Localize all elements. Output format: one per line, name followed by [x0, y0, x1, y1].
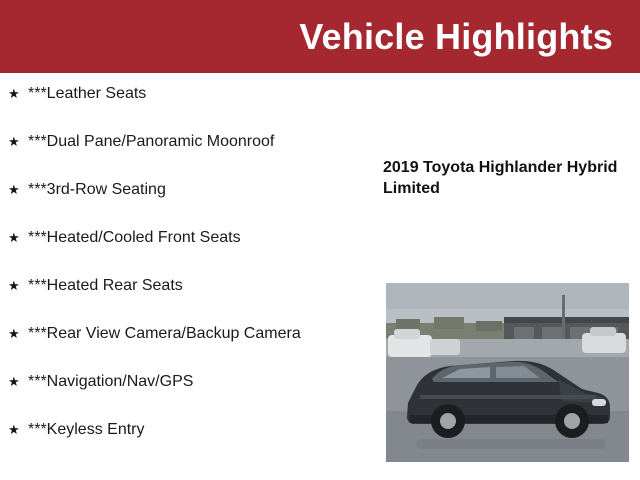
star-icon: ★ [8, 134, 20, 149]
list-item [8, 371, 380, 419]
list-item [8, 131, 380, 179]
list-item-label: ***Heated/Cooled Front Seats [28, 229, 241, 246]
star-icon: ★ [8, 326, 20, 341]
star-icon: ★ [8, 230, 20, 245]
header-banner [0, 0, 640, 73]
vehicle-photo-image [386, 283, 629, 462]
list-item-label: ***Leather Seats [28, 85, 147, 102]
list-item-label: ***Heated Rear Seats [28, 277, 183, 294]
list-item-label: ***Dual Pane/Panoramic Moonroof [28, 133, 275, 150]
list-item [8, 275, 380, 323]
list-item-label: ***3rd-Row Seating [28, 181, 166, 198]
star-icon: ★ [8, 374, 20, 389]
vehicle-title: 2019 Toyota Highlander Hybrid Limited [383, 159, 618, 197]
star-icon: ★ [8, 278, 20, 293]
star-icon: ★ [8, 86, 20, 101]
page-title: Vehicle Highlights [299, 15, 613, 57]
list-item-label: ***Rear View Camera/Backup Camera [28, 325, 301, 342]
list-item [8, 323, 380, 371]
list-item-label: ***Navigation/Nav/GPS [28, 373, 194, 390]
list-item [8, 179, 380, 227]
star-icon: ★ [8, 182, 20, 197]
highlights-list [0, 83, 380, 467]
star-icon: ★ [8, 422, 20, 437]
list-item [8, 419, 380, 467]
list-item [8, 227, 380, 275]
list-item-label: ***Keyless Entry [28, 421, 145, 438]
list-item [8, 83, 380, 131]
vehicle-photo [386, 283, 629, 462]
